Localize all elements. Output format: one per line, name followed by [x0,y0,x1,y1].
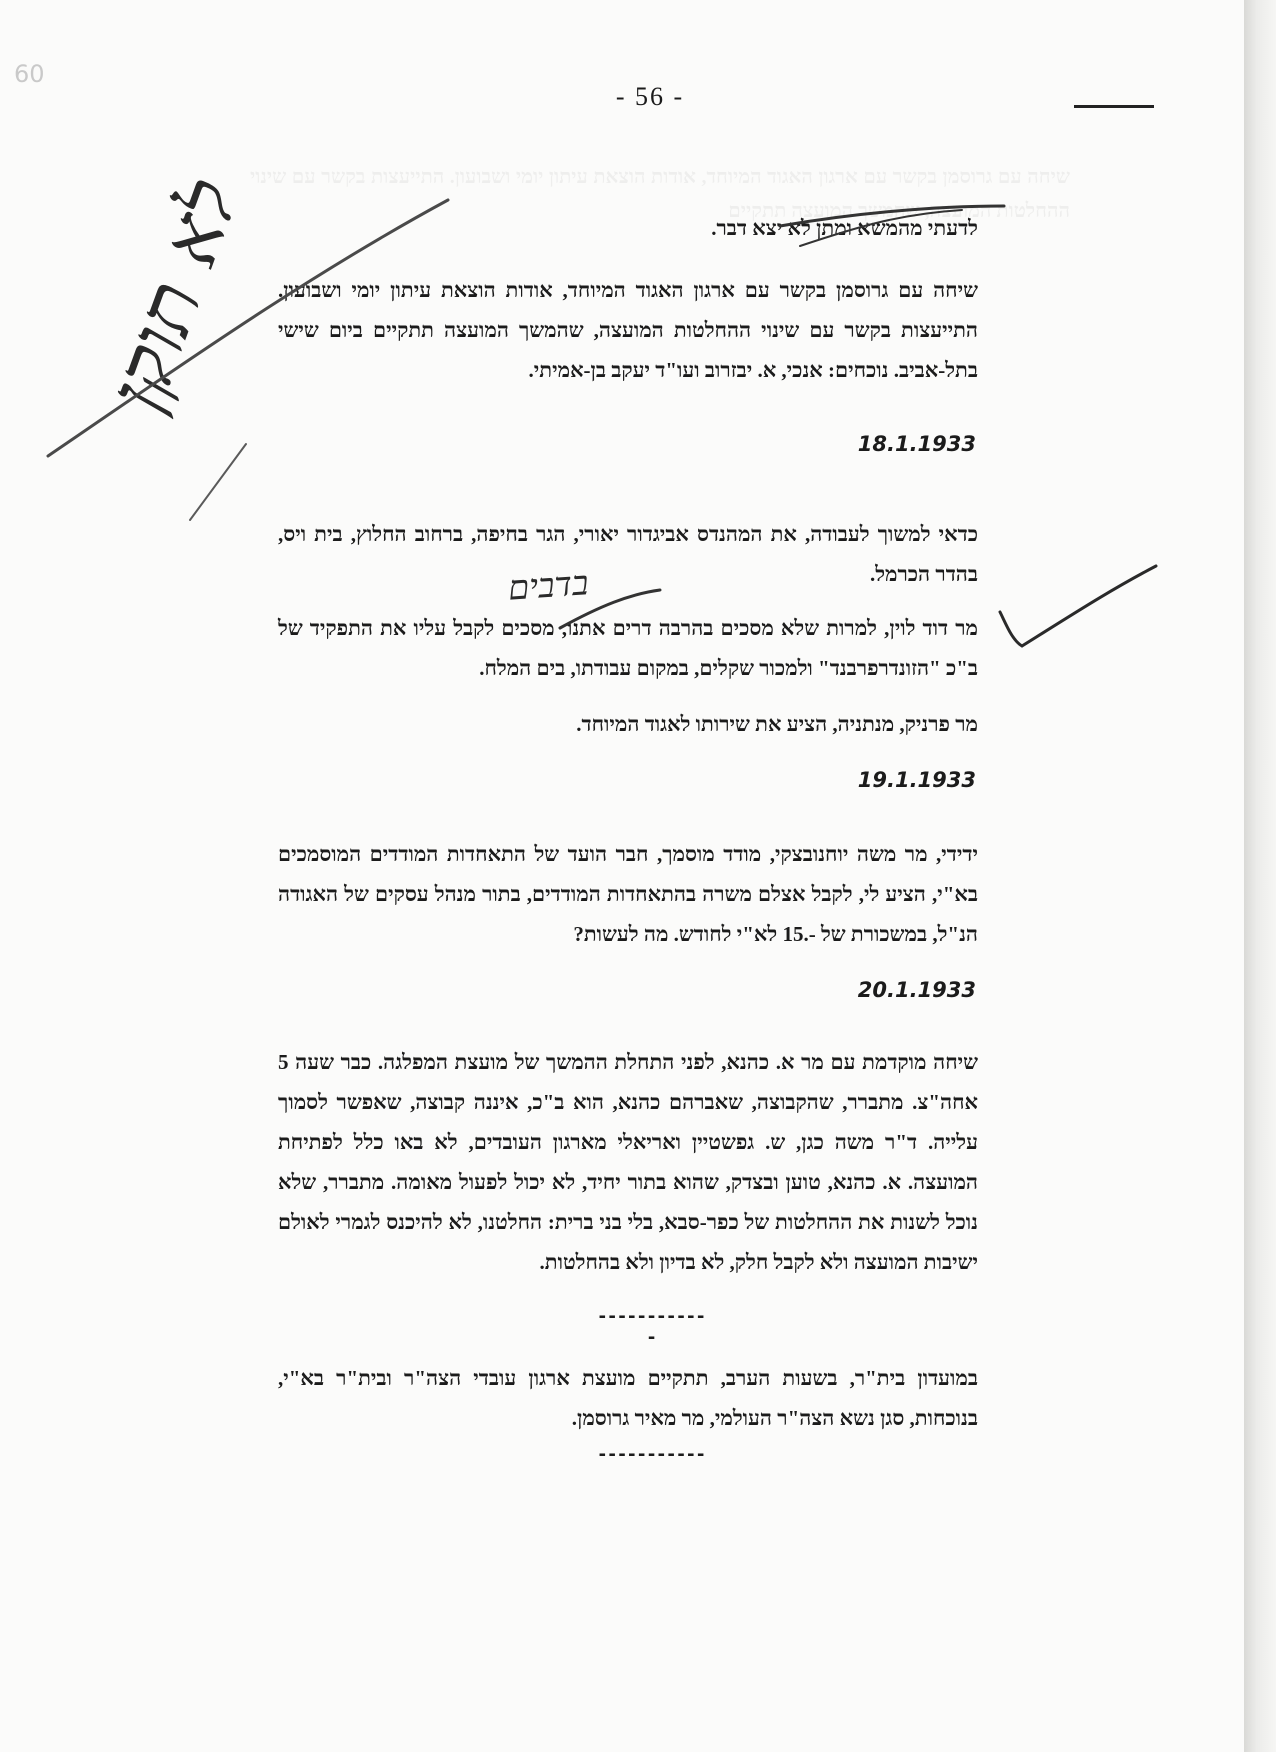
corner-page-mark: 60 [14,60,45,88]
separator-1: ------------ [596,1306,706,1348]
paragraph-8: במועדון בית"ר, בשעות הערב, תתקיים מועצת ארגון עובדי הצה"ר ובית"ר בא"י, בנוכחות, סגן נשא הצה"ר העולמי, מר מאיר גרוסמן. [278,1366,978,1430]
date-heading-3: 20.1.1933 [857,978,976,1002]
date-heading-1: 18.1.1933 [857,432,976,456]
handwritten-inline-note: בדבים [506,563,590,609]
paragraph-7: שיחה מוקדמת עם מר א. כהנא, לפני התחלת ההמשך של מועצת המפלגה. כבר שעה 5 אחה"צ. מתברר, שהקבוצה, שאברהם כהנא, הוא ב"כ, איננה קבוצה, שאפשר לסמוך עלייה. ד"ר משה כגן, ש. גפשטיין ואריאלי מארגון העובדים, לא באו כלל לפתיחת המועצה. א. כהנא, טוען ובצדק, שהוא בתור יחיד, לא יכול לפעול מאומה. מתברר, שלא נוכל לשנות את ההחלטות של כפר-סבא, בלי בני ברית: החלטנו, לא להיכנס לגמרי לאולם ישיבות המועצה ולא לקבל חלק, לא בדיון ולא בהחלטות. [278,1050,978,1274]
paragraph-1: לדעתי מהמשא ומתן לא יצא דבר. [711,216,978,240]
page-edge-shadow [1244,0,1276,1752]
bleed-through-text: שיחה עם גרוסמן בקשר עם ארגון האגוד המיוחד, אודות הוצאת עיתון יומי ושבועון. התייעצות בקשר עם שינוי ההחלטות המועצה, שהמשך המועצה תתקיים [250,166,1070,222]
paragraph-2: שיחה עם גרוסמן בקשר עם ארגון האגוד המיוחד, אודות הוצאת עיתון יומי ושבועון. התייעצות בקשר עם שינוי ההחלטות המועצה, שהמשך המועצה תתקיים ביום שישי בתל-אביב. נוכחים: אנכי, א. יבזרוב ועו"ד יעקב בן-אמיתי. [278,278,978,382]
paragraph-6: ידידי, מר משה יוחנובצקי, מודד מוסמך, חבר הועד של התאחדות המודדים המוסמכים בא"י, הציע לי, לקבל אצלם משרה בהתאחדות המודדים, בתור מנהל עסקים של האגודה הנ"ל, במשכורת של -.15 לא"י לחודש. מה לעשות? [278,842,978,946]
paragraph-3: כדאי למשוך לעבודה, את המהנדס אביגדור יאורי, הגר בחיפה, ברחוב החלוץ, בית ויס, בהדר הכרמל. [278,522,978,586]
paragraph-5: מר פרניק, מנתניה, הציע את שירותו לאגוד המיוחד. [576,712,978,736]
page-number: - 56 - [615,82,685,111]
handwritten-margin-note: לא תוקן [91,168,257,422]
paragraph-4: מר דוד לוין, למרות שלא מסכים בהרבה דרים אתנו, מסכים לקבל עליו את התפקיד של ב"כ "הזונדרפרבנד" ולמכור שקלים, במקום עבודתו, בים המלח. [278,616,978,680]
separator-2: ----------- [596,1444,706,1465]
date-heading-2: 19.1.1933 [857,768,976,792]
